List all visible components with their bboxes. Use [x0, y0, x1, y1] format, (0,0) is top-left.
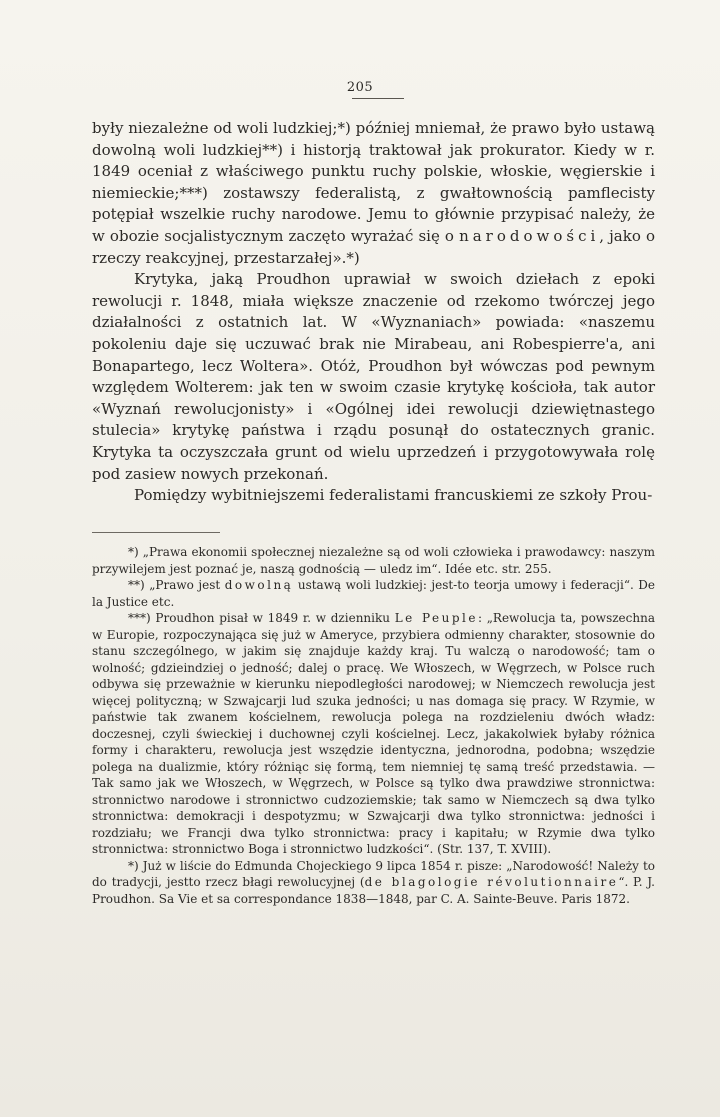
- main-text: [92, 118, 655, 507]
- footnote-separator: [92, 532, 220, 533]
- footnotes: [92, 544, 655, 907]
- paragraph-1: [92, 118, 655, 269]
- footnote-2: [92, 577, 655, 610]
- page-number-underline: [352, 98, 404, 99]
- paragraph-2: Krytyka, jaką Proudhon uprawiał w swoich dziełach z epoki rewolucji r. 1848, miała większe znaczenie od rzekomo twórczej jego działalności z ostatnich lat. W «Wyznaniach» powiada: «naszemu pokoleniu daje się uczuwać brak nie Mirabeau, ani Robespierre'a, ani Bonapartego, lecz Woltera». Otóż, Proudhon był wówczas pod pewnym względem Wolterem: jak ten w swoim czasie krytykę kościoła, tak autor «Wyznań rewolucjonisty» i «Ogólnej idei rewolucji dziewiętnastego stulecia» krytykę państwa i rządu posunął do ostatecznych granic. Krytyka ta oczyszczała grunt od wielu uprzedzeń i przygotowywała rolę pod zasiew nowych przekonań.: [92, 270, 655, 483]
- footnote-3-text-a: ***) Proudhon pisał w 1849 r. w dzienniku: [128, 611, 395, 625]
- footnote-3-journal-title: Le Peuple: [394, 611, 478, 625]
- paragraph-1-text-a: były niezależne od woli ludzkiej;*) później mniemał, że prawo było ustawą dowolną woli ludzkiej**) i historją traktował jak prokurator. Kiedy w r. 1849 oceniał z właściwego punktu ruchy polskie, włoskie, węgierskie i niemieckie;***) zostawszy federalistą, z gwałtownością pamflecisty potępiał wszelkie ruchy narodowe. Jemu to głównie przypisać należy, że w obozie socjalistycznym zaczęto wyrażać się o: [92, 119, 655, 245]
- footnote-1: [92, 544, 655, 577]
- footnote-4-text-a: *) Już w liście do Edmunda Chojeckiego 9 lipca 1854 r. pisze: „Narodowość! Należy to do tradycji, jestto rzecz błagi rewolucyjnej (: [92, 858, 655, 889]
- footnote-1-text: *) „Prawa ekonomii społecznej niezależne są od woli człowieka i prawodawcy: naszym przywilejem jest poznać je, naszą godnością — uledz im“. Idée etc. str. 255.: [92, 545, 655, 576]
- page-number: 205: [346, 80, 374, 95]
- footnote-2-text-b: ustawą woli ludzkiej: jest-to teorja umowy i federacji“. De la Justice etc.: [92, 578, 655, 609]
- footnote-4-text-b: “. P. J. Proudhon. Sa Vie et sa correspondance 1838—1848, par C. A. Sainte-Beuve. Paris 1872.: [92, 875, 655, 906]
- paragraph-1-text-b: , jako o rzeczy reakcyjnej, przestarzałej».*): [92, 226, 655, 267]
- footnote-2-spaced-word: dowolną: [224, 578, 294, 592]
- footnote-3-text-b: : „Rewolucja ta, powszechna w Europie, rozpoczynająca się już w Ameryce, przybiera odmienny charakter, stosownie do stanu szczególnego, w jakim się znajduje każdy kraj. Tu walczą o narodowość; tam o wolność; gdzieindziej o jedność; dalej o pracę. We Włoszech, w Węgrzech, w Polsce ruch odbywa się przeważnie w kierunku niepodległości narodowej; w Niemczech rewolucja jest więcej polityczną; w Szwajcarji lud szuka jedności; u nas domaga się pracy. W Rzymie, w państwie tak zwanem kościelnem, rewolucja polega na rozdzieleniu dwóch władz: doczesnej, czyli świeckiej i duchownej czyli kościelnej. Lecz, jakakolwiek byłaby różnica formy i charakteru, rewolucja jest wszędzie identyczna, jednorodna, podobna; wszędzie polega na dualizmie, który różniąc się formą, tem niemniej tę samą treść przedstawia. — Tak samo jak we Włoszech, w Węgrzech, w Polsce są tylko dwa prawdziwe stronnictwa: stronnictwo narodowe i stronnictwo cudzoziemskie; tak samo w Niemczech są dwa tylko stronnictwa: demokracji i despotyzmu; w Szwajcarji dwa tylko stronnictwa: jedności i rozdziału; we Francji dwa tylko stronnictwa: pracy i kapitału; w Rzymie dwa tylko stronnictwa: stronnictwo Boga i stronnictwo ludzkości“. (Str. 137, T. XVIII).: [92, 611, 655, 856]
- paragraph-1-spaced-word: narodowości: [459, 226, 600, 245]
- footnote-4-spaced-phrase: de blagologie révolutionnaire: [364, 875, 619, 889]
- footnote-4: [92, 858, 655, 908]
- footnote-3: [92, 610, 655, 858]
- paragraph-3: Pomiędzy wybitniejszemi federalistami francuskiemi ze szkoły Prou-: [134, 486, 653, 505]
- footnote-2-text-a: **) „Prawo jest: [128, 578, 225, 592]
